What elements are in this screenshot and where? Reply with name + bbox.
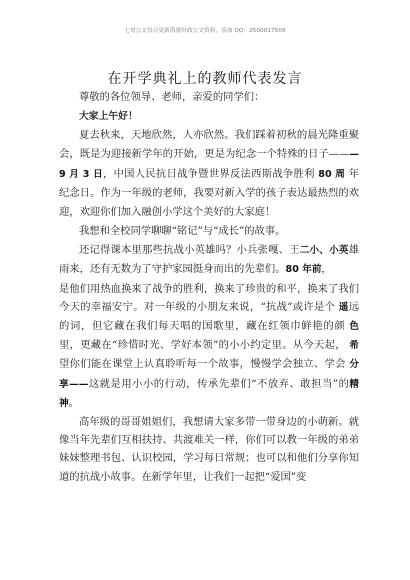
paragraph-1-text-c: ，中国人民抗日战争暨世界反法西斯战争胜利 <box>103 167 319 180</box>
paragraph-5: 高年级的哥哥姐姐们，我想请大家多带一带身边的小萌新。就像当年先辈们互相扶持、共渡难关一样，你们可以教一年级的弟弟妹妹整理书包、认识校园，学习每日常规；也可以和他们分享你知道的抗战小故事。在新学年里，让我们一起把“爱国”变 <box>59 415 359 483</box>
paragraph-4-text-d: 里，更藏在“珍惜时光、学好本领”的小小约定里。从今天起， <box>59 339 350 352</box>
salutation: 尊敬的各位领导、老师，亲爱的同学们： <box>79 91 265 103</box>
header-note: 七哥公文每日更新海量时政公文资料，添加 QQ：2500017509 <box>124 28 286 34</box>
paragraph-4 <box>59 280 359 413</box>
paragraph-2: 我想和全校同学聊聊“铭记”与“成长”的故事。 <box>79 225 286 238</box>
paragraph-4-bold-5: 精神 <box>59 378 359 409</box>
paragraph-3 <box>59 241 359 279</box>
paragraph-1 <box>59 126 359 222</box>
paragraph-4-text-g: 。 <box>68 396 79 409</box>
paragraph-1-text-a: 夏去秋来，天地欣然，人亦欣然。我们踩着初秋的晨光隆重聚会，既是为迎接新学年的开始，更是为纪念一个特殊的日子—— <box>59 129 359 161</box>
paragraph-4-text-e: 望你们能在课堂上认真聆听每一个故事，慢慢学会独立、学会 <box>59 358 350 371</box>
paragraph-1-text-d: 年纪念日。作为一年级的老师，我要对新入学的孩子表达最热烈的欢迎，欢迎你们加入融创小学这个美好的大家庭！ <box>59 167 359 218</box>
greeting-line <box>59 107 359 126</box>
paragraph-4-bold-3: 希 <box>349 340 359 352</box>
paragraph-4-text-a: 是他们用热血换来了战争的胜利，换来了珍贵的和平，换来了我们今天的幸福安宁。对一年级的小朋友来说，“抗战”或许是个 <box>59 282 359 313</box>
paragraph-3-bold-heroes: 二小、小英 <box>299 245 349 257</box>
paragraph-3-text-d: ， <box>321 263 332 276</box>
paragraph-3-text-a: 还记得课本里那些抗战小英雄吗？小兵张嘎、王 <box>79 244 300 257</box>
paragraph-4-bold-1: 遥 <box>338 301 349 313</box>
paragraph-4-bold-4: 分享—— <box>59 359 359 390</box>
greeting-text: 大家上午好！ <box>79 111 138 123</box>
paragraph-3-bold-years: 80 年前 <box>285 264 322 276</box>
paragraph-1-bold-anniversary: 80 周 <box>318 168 346 180</box>
paragraph-3-text-c: 雄雨来，还有无数为了守护家园挺身而出的先辈们。 <box>59 244 360 276</box>
paragraph-4-bold-2: 色 <box>349 320 359 332</box>
document-body <box>59 88 359 486</box>
paragraph-1-bold-date: —9 月 3 日 <box>59 149 359 180</box>
paragraph-4-text-c: 远的词，但它藏在我们每天唱的国歌里，藏在红领巾鲜艳的颜 <box>59 300 359 332</box>
page-title: 在开学典礼上的教师代表发言 <box>107 71 303 87</box>
paragraph-4-text-f: 这就是用小小的行动，传承先辈们“不放弃、敢担当”的 <box>88 377 350 390</box>
